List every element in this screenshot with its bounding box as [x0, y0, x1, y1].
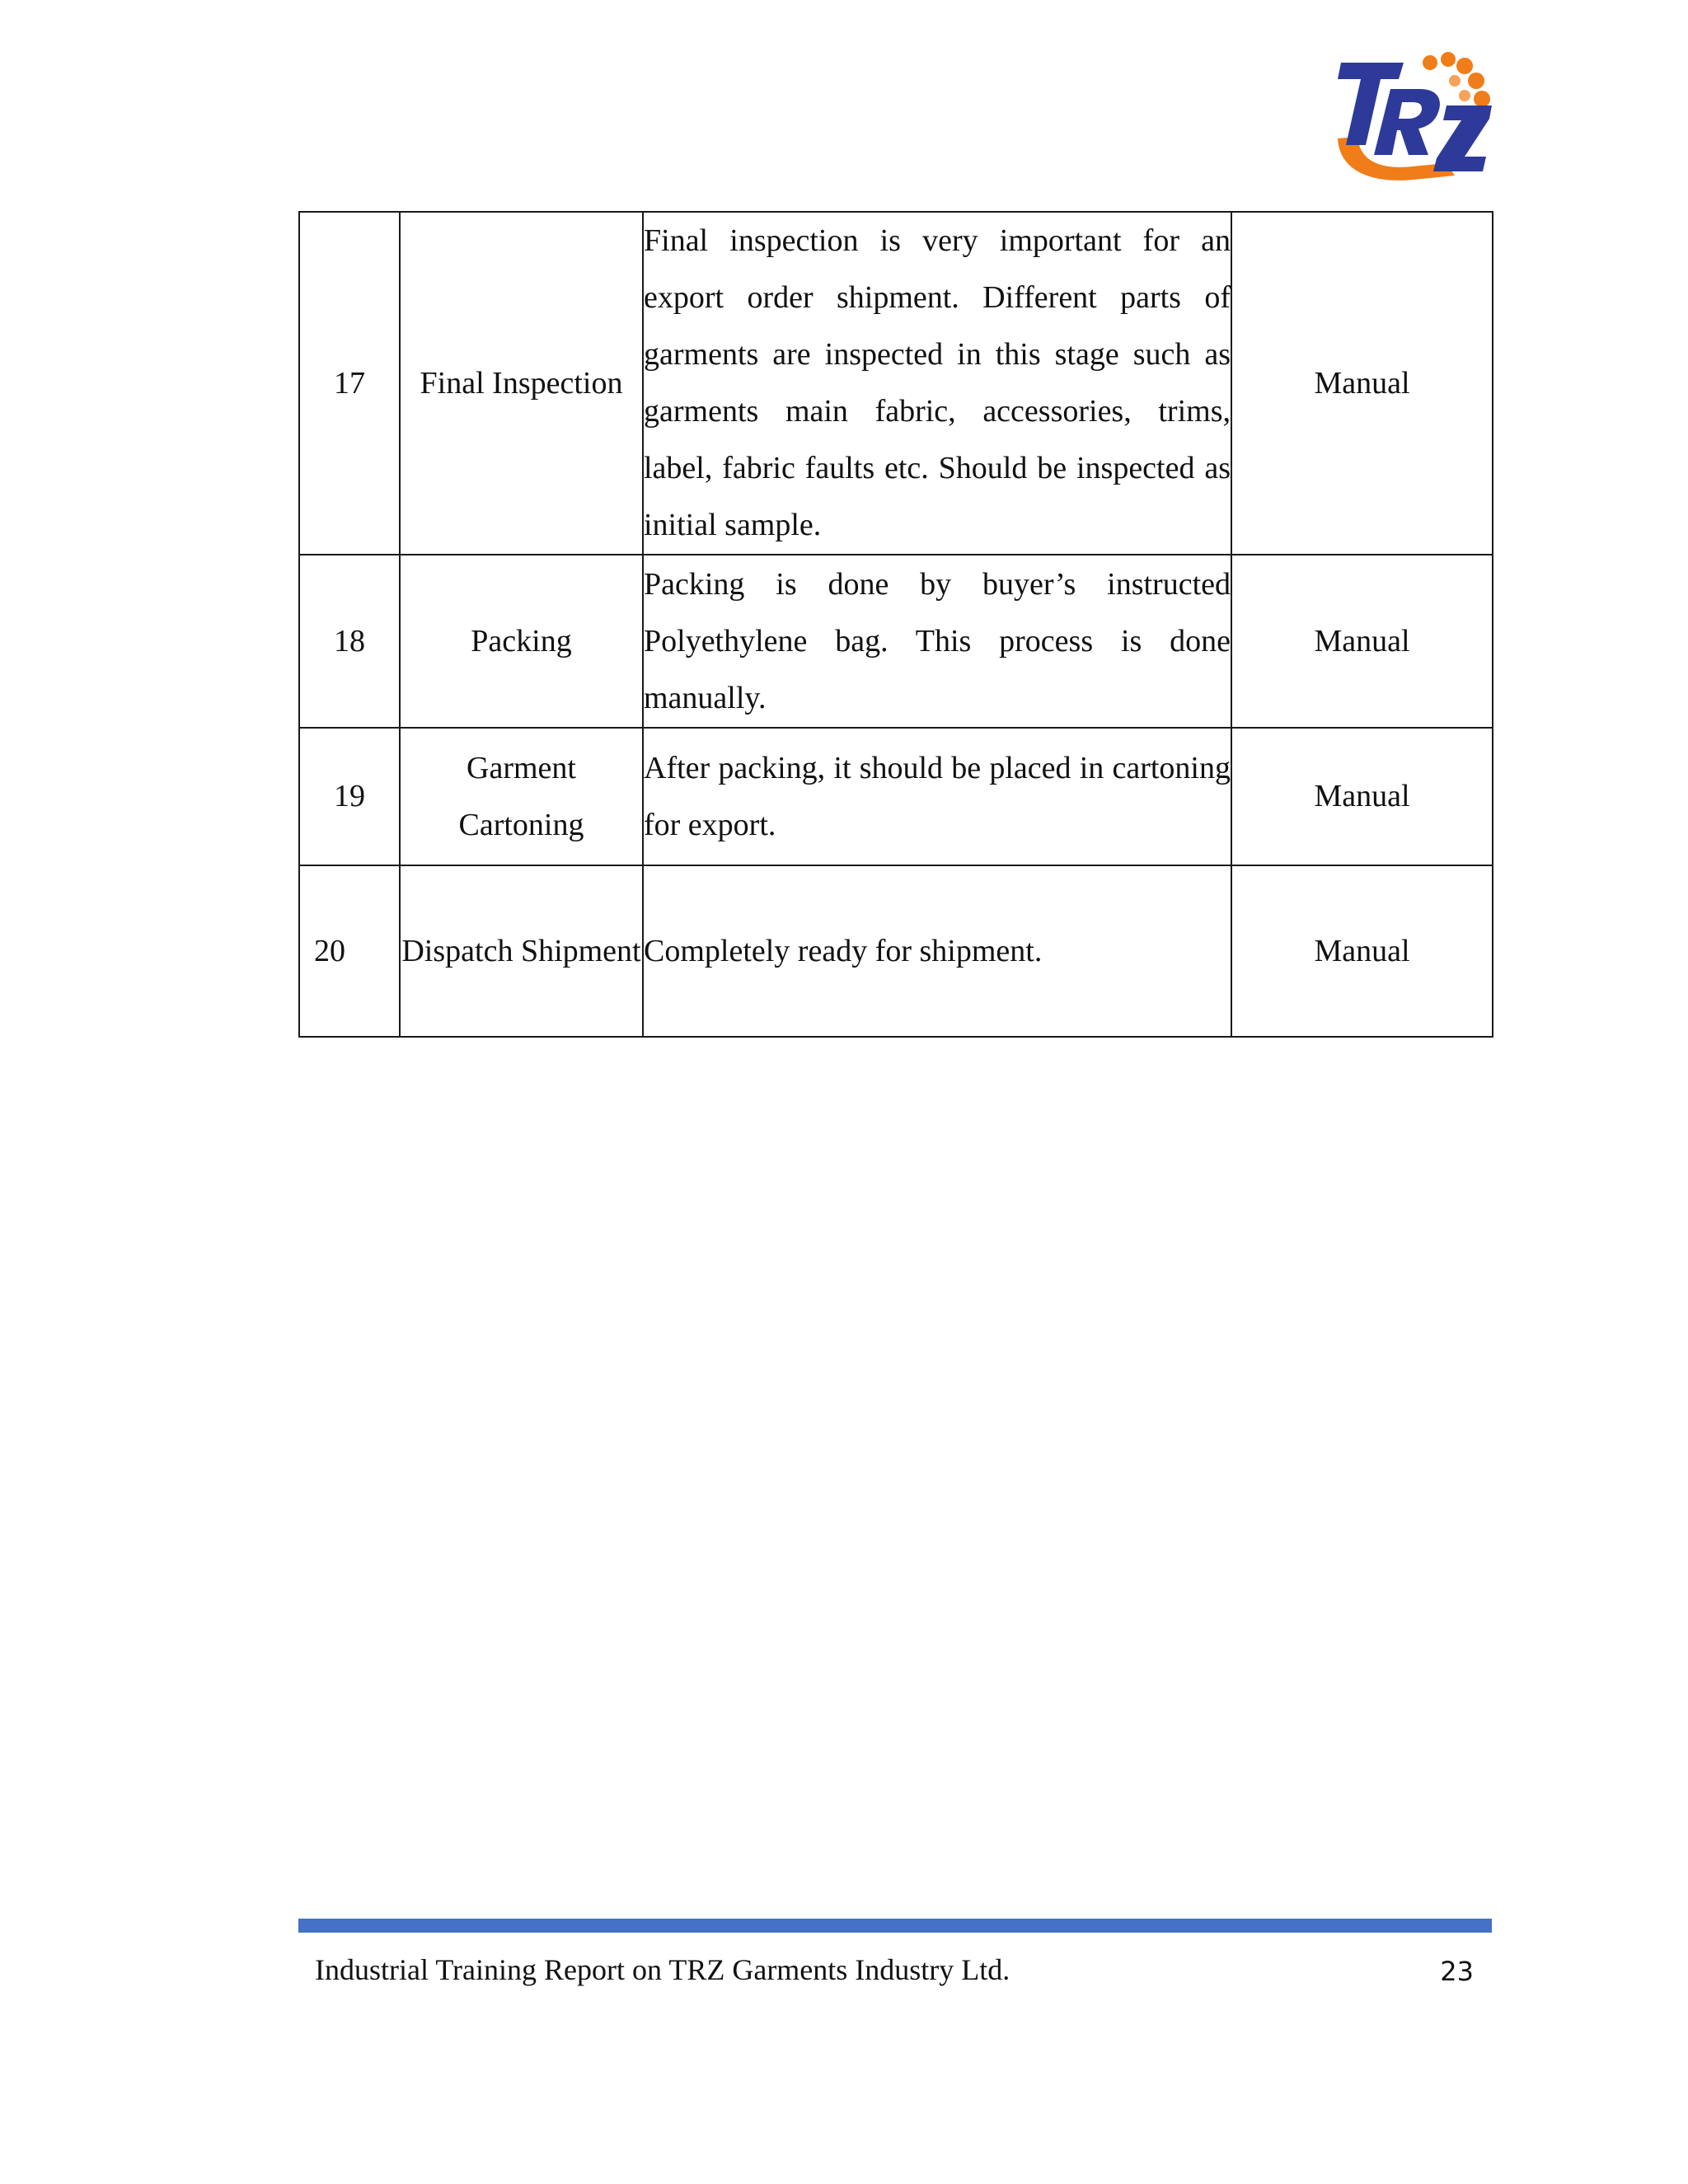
step-stage: Final Inspection [400, 212, 643, 555]
table-row [299, 865, 1493, 1037]
step-method: Manual [1231, 865, 1493, 1037]
table-row [299, 212, 1493, 555]
table-row [299, 555, 1493, 728]
step-number: 18 [299, 555, 400, 728]
step-number: 17 [299, 212, 400, 555]
step-method: Manual [1231, 212, 1493, 555]
step-description: After packing, it should be placed in cartoning for export. [643, 728, 1231, 865]
step-stage: Dispatch Shipment [400, 865, 643, 1037]
table-row [299, 728, 1493, 865]
step-method: Manual [1231, 728, 1493, 865]
footer-divider [298, 1919, 1492, 1933]
trz-logo-icon [1323, 48, 1500, 192]
step-stage: Packing [400, 555, 643, 728]
process-table [298, 211, 1493, 1038]
step-method: Manual [1231, 555, 1493, 728]
step-description: Completely ready for shipment. [643, 865, 1231, 1037]
step-number: 19 [299, 728, 400, 865]
step-stage: Garment Cartoning [400, 728, 643, 865]
step-description: Packing is done by buyer’s instructed Polyethylene bag. This process is done manually. [643, 555, 1231, 728]
step-number: 20 [299, 865, 400, 1037]
company-logo [1323, 48, 1500, 192]
step-description: Final inspection is very important for an export order shipment. Different parts of garments are inspected in this stage such as garments main fabric, accessories, trims, label, fabric faults etc. Should be inspected as initial sample. [643, 212, 1231, 555]
footer-title: Industrial Training Report on TRZ Garments Industry Ltd. [315, 1953, 1010, 1986]
page-number: 23 [1440, 1956, 1474, 1987]
